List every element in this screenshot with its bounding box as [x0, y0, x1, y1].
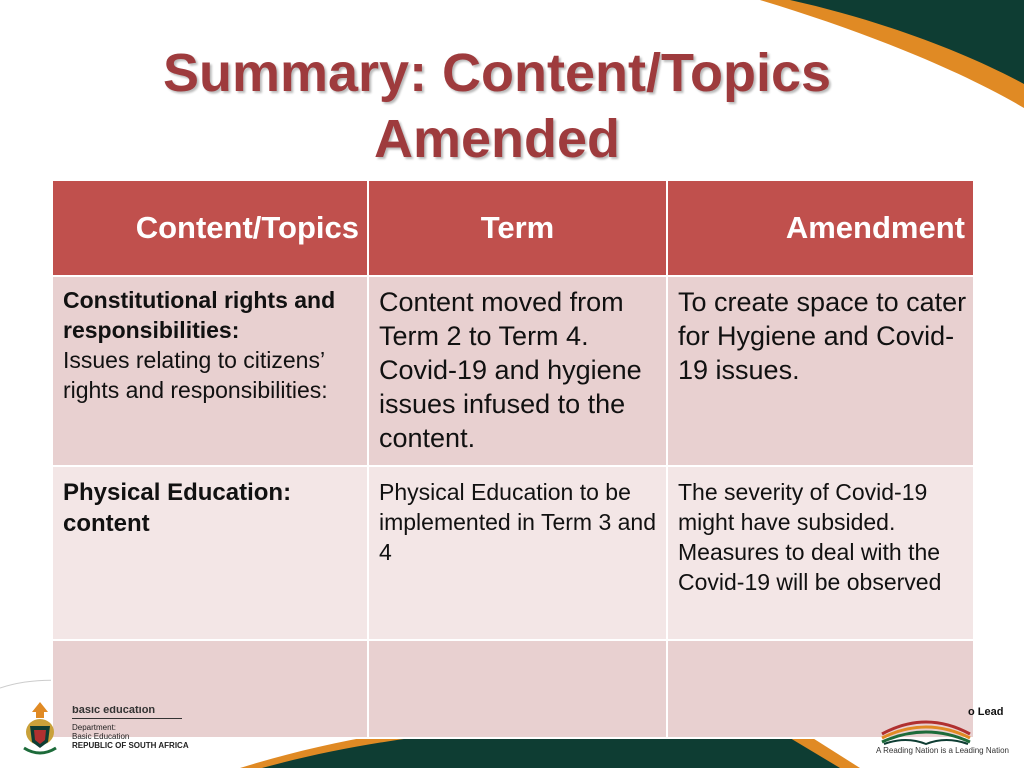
- table-header-row: [52, 180, 974, 276]
- reading-nation-logo: [872, 700, 1022, 762]
- cell-term: [368, 640, 667, 738]
- header-amendment: Amendment: [667, 180, 974, 276]
- title-line-1: Summary: Content/Topics: [162, 43, 832, 103]
- slide-title: [0, 40, 994, 172]
- dept-line-3: REPUBLIC OF SOUTH AFRICA: [72, 741, 189, 750]
- cell-amendment: To create space to cater for Hygiene and Covid-19 issues.: [667, 276, 974, 466]
- cell-topic: [52, 466, 368, 640]
- dept-line-2: Basic Education: [72, 732, 130, 741]
- topic-description: Issues relating to citizens’ rights and responsibilities:: [63, 347, 328, 403]
- coat-of-arms-icon: [18, 698, 62, 758]
- dept-line-1: Department:: [72, 723, 117, 732]
- cell-topic: [52, 276, 368, 466]
- motto-text: A Reading Nation is a Leading Nation: [876, 746, 1009, 755]
- cell-amendment: The severity of Covid-19 might have subsided. Measures to deal with the Covid-19 will be observed: [667, 466, 974, 640]
- title-line-2: Amended: [373, 109, 621, 169]
- header-content-topics: Content/Topics: [52, 180, 368, 276]
- table-row: [52, 276, 974, 466]
- topic-heading: Physical Education: content: [63, 479, 292, 537]
- department-logo: [18, 698, 188, 762]
- dept-divider: [72, 718, 182, 719]
- dept-heading: basic education: [72, 706, 156, 715]
- topic-heading: Constitutional rights and responsibilities:: [63, 287, 336, 343]
- open-book-icon: [878, 714, 974, 746]
- table-row: [52, 466, 974, 640]
- amendments-table: [51, 179, 975, 739]
- lead-text: o Lead: [968, 706, 1004, 718]
- header-term: Term: [368, 180, 667, 276]
- cell-term: Physical Education to be implemented in Term 3 and 4: [368, 466, 667, 640]
- table-row: [52, 640, 974, 738]
- cell-term: Content moved from Term 2 to Term 4. Covid-19 and hygiene issues infused to the content.: [368, 276, 667, 466]
